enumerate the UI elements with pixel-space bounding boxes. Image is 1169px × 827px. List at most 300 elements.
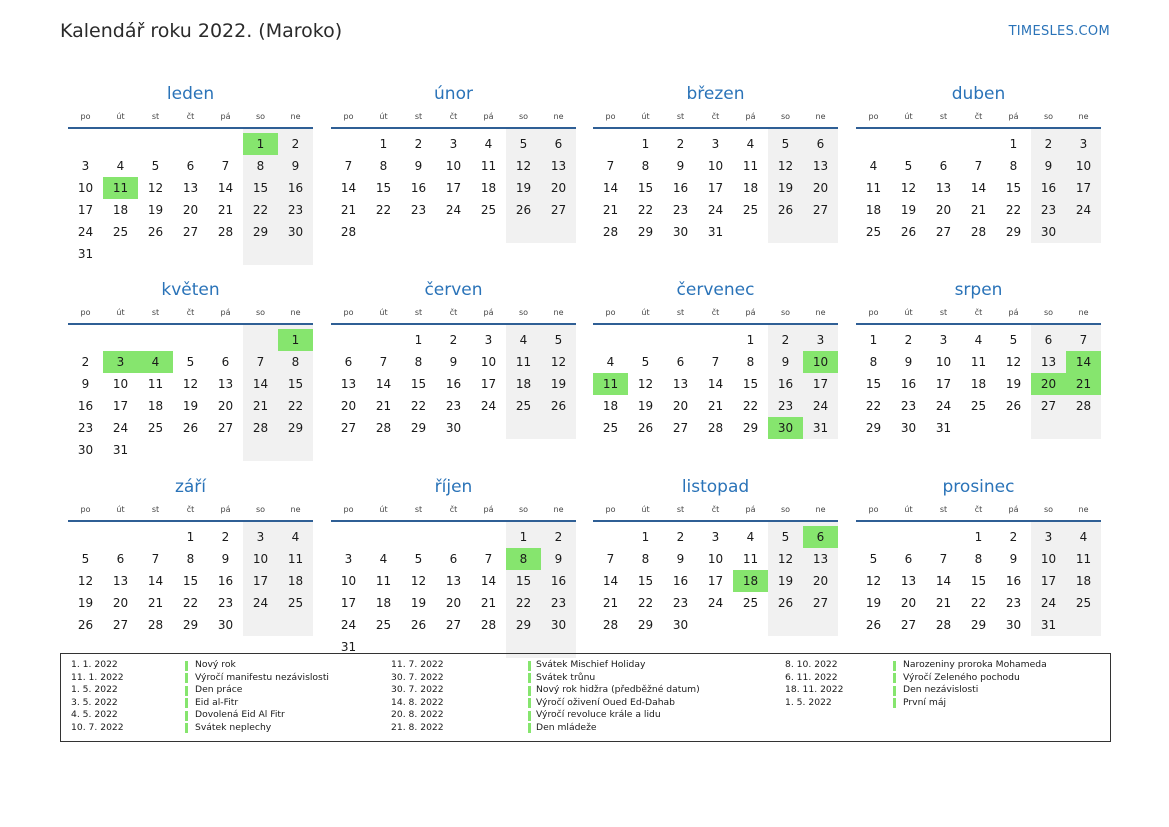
- calendar-day: 31: [340, 640, 357, 654]
- legend-name: Svátek neplechy: [195, 721, 272, 733]
- calendar-day: 25: [375, 618, 392, 632]
- legend-name: Den nezávislosti: [903, 684, 979, 696]
- calendar-day: 14: [375, 377, 392, 391]
- weekday-label: čt: [711, 505, 720, 514]
- calendar-day: 22: [515, 596, 532, 610]
- calendar-day: 9: [904, 355, 913, 369]
- calendar-day: 9: [676, 552, 685, 566]
- weekday-label: po: [343, 308, 354, 317]
- weekday-label: út: [379, 505, 388, 514]
- calendar-day: 17: [340, 596, 357, 610]
- calendar-day: 21: [217, 203, 234, 217]
- calendar-day: 13: [812, 552, 829, 566]
- holiday-legend: [60, 653, 1111, 742]
- holiday-day: 18: [733, 570, 768, 592]
- calendar-day: 13: [112, 574, 129, 588]
- calendar-day: 16: [672, 181, 689, 195]
- weekday-label: čt: [186, 308, 195, 317]
- calendar-day: 22: [865, 399, 882, 413]
- calendar-day: 21: [602, 203, 619, 217]
- calendar-day: 14: [340, 181, 357, 195]
- calendar-day: 30: [217, 618, 234, 632]
- calendar-day: 4: [746, 530, 755, 544]
- calendar-day: 3: [711, 530, 720, 544]
- legend-date: 8. 10. 2022: [785, 659, 838, 670]
- calendar-day: 23: [1005, 596, 1022, 610]
- weekday-label: so: [518, 112, 529, 121]
- calendar-day: 28: [1075, 399, 1092, 413]
- weekday-label: út: [641, 505, 650, 514]
- weekday-label: so: [255, 112, 266, 121]
- calendar-day: 11: [147, 377, 164, 391]
- holiday-day: 8: [506, 548, 541, 570]
- calendar-day: 11: [515, 355, 532, 369]
- holiday-marker-icon: [893, 673, 896, 683]
- calendar-day: 24: [1040, 596, 1057, 610]
- legend-item: [391, 684, 701, 697]
- weekday-label: po: [605, 308, 616, 317]
- calendar-day: 17: [252, 574, 269, 588]
- legend-date: 30. 7. 2022: [391, 684, 444, 696]
- calendar-day: 11: [970, 355, 987, 369]
- calendar-day: 29: [182, 618, 199, 632]
- calendar-day: 7: [484, 552, 493, 566]
- calendar-day: 9: [291, 159, 300, 173]
- calendar-day: 15: [637, 181, 654, 195]
- brand-link[interactable]: TIMESLES.COM: [1008, 24, 1110, 39]
- calendar-day: 18: [147, 399, 164, 413]
- calendar-day: 13: [445, 574, 462, 588]
- calendar-day: 26: [550, 399, 567, 413]
- calendar-day: 18: [112, 203, 129, 217]
- calendar-day: 18: [970, 377, 987, 391]
- calendar-day: 13: [217, 377, 234, 391]
- calendar-day: 27: [445, 618, 462, 632]
- weekday-label: pá: [1008, 308, 1019, 317]
- calendar-day: 10: [707, 159, 724, 173]
- holiday-day: 3: [103, 351, 138, 373]
- weekday-header: [593, 308, 838, 320]
- calendar-day: 13: [182, 181, 199, 195]
- weekday-label: pá: [220, 505, 231, 514]
- calendar-day: 16: [217, 574, 234, 588]
- weekday-label: so: [780, 505, 791, 514]
- calendar-day: 28: [147, 618, 164, 632]
- calendar-day: 2: [676, 137, 685, 151]
- calendar-day: 8: [379, 159, 388, 173]
- weekday-label: čt: [449, 112, 458, 121]
- legend-item: [391, 697, 701, 710]
- calendar-day: 17: [480, 377, 497, 391]
- calendar-day: 7: [221, 159, 230, 173]
- holiday-marker-icon: [185, 686, 188, 696]
- weekday-label: út: [641, 308, 650, 317]
- calendar-day: 26: [900, 225, 917, 239]
- month-name: září: [174, 477, 207, 497]
- legend-item: [391, 722, 701, 735]
- calendar-day: 14: [970, 181, 987, 195]
- calendar-day: 11: [375, 574, 392, 588]
- calendar-day: 29: [865, 421, 882, 435]
- calendar-day: 9: [221, 552, 230, 566]
- calendar-day: 7: [256, 355, 265, 369]
- calendar-day: 16: [1040, 181, 1057, 195]
- calendar-day: 28: [340, 225, 357, 239]
- weekday-label: st: [414, 112, 423, 121]
- weekday-label: po: [605, 112, 616, 121]
- calendar-day: 1: [974, 530, 983, 544]
- calendar-day: 13: [1040, 355, 1057, 369]
- holiday-marker-icon: [528, 723, 531, 733]
- weekday-label: ne: [553, 505, 564, 514]
- calendar-day: 20: [672, 399, 689, 413]
- weekday-label: so: [1043, 308, 1054, 317]
- calendar-day: 23: [410, 203, 427, 217]
- legend-name: První máj: [903, 696, 947, 708]
- weekday-label: ne: [815, 505, 826, 514]
- calendar-day: 2: [81, 355, 90, 369]
- calendar-day: 4: [1079, 530, 1088, 544]
- legend-item: [71, 659, 381, 672]
- legend-date: 30. 7. 2022: [391, 671, 444, 683]
- calendar-day: 10: [112, 377, 129, 391]
- weekday-label: ne: [290, 308, 301, 317]
- weekday-label: pá: [745, 308, 756, 317]
- calendar-day: 17: [935, 377, 952, 391]
- holiday-marker-icon: [893, 686, 896, 696]
- calendar-day: 3: [449, 137, 458, 151]
- calendar-day: 14: [602, 574, 619, 588]
- weekday-label: so: [255, 505, 266, 514]
- calendar-day: 8: [186, 552, 195, 566]
- calendar-day: 19: [777, 574, 794, 588]
- calendar-day: 19: [1005, 377, 1022, 391]
- legend-date: 11. 7. 2022: [391, 659, 444, 670]
- holiday-marker-icon: [528, 686, 531, 696]
- holiday-day: 20: [1031, 373, 1066, 395]
- calendar-day: 6: [904, 552, 913, 566]
- weekday-header: [331, 308, 576, 320]
- legend-column: [785, 659, 1095, 709]
- legend-item: [785, 697, 1095, 710]
- legend-column: [391, 659, 701, 735]
- weekday-label: po: [80, 308, 91, 317]
- calendar-day: 15: [182, 574, 199, 588]
- weekday-label: út: [904, 505, 913, 514]
- calendar-day: 7: [379, 355, 388, 369]
- calendar-day: 19: [182, 399, 199, 413]
- calendar-day: 5: [81, 552, 90, 566]
- holiday-day: 6: [803, 526, 838, 548]
- calendar-day: 21: [147, 596, 164, 610]
- calendar-day: 22: [410, 399, 427, 413]
- weekday-label: po: [605, 505, 616, 514]
- legend-item: [71, 697, 381, 710]
- calendar-day: 10: [77, 181, 94, 195]
- calendar-day: 22: [637, 596, 654, 610]
- calendar-day: 28: [602, 225, 619, 239]
- calendar-day: 25: [865, 225, 882, 239]
- calendar-day: 24: [112, 421, 129, 435]
- calendar-day: 8: [869, 355, 878, 369]
- month-name: březen: [686, 84, 745, 104]
- legend-date: 3. 5. 2022: [71, 696, 118, 708]
- calendar-day: 4: [116, 159, 125, 173]
- calendar-day: 5: [1009, 333, 1018, 347]
- weekday-label: pá: [483, 112, 494, 121]
- calendar-day: 30: [77, 443, 94, 457]
- calendar-day: 12: [900, 181, 917, 195]
- month-name: říjen: [434, 477, 473, 497]
- legend-date: 11. 1. 2022: [71, 671, 124, 683]
- weekday-label: st: [151, 112, 160, 121]
- calendar-day: 2: [554, 530, 563, 544]
- calendar-day: 6: [344, 355, 353, 369]
- legend-item: [785, 684, 1095, 697]
- page-title: Kalendář roku 2022. (Maroko): [60, 20, 343, 42]
- calendar-day: 20: [445, 596, 462, 610]
- calendar-day: 17: [1040, 574, 1057, 588]
- legend-name: Výročí oživení Oued Ed-Dahab: [536, 696, 675, 708]
- weekday-label: po: [343, 112, 354, 121]
- legend-name: Výročí manifestu nezávislosti: [195, 671, 329, 683]
- calendar-day: 15: [742, 377, 759, 391]
- calendar-day: 15: [515, 574, 532, 588]
- legend-item: [391, 709, 701, 722]
- calendar-day: 29: [287, 421, 304, 435]
- calendar-day: 25: [742, 203, 759, 217]
- calendar-day: 8: [974, 552, 983, 566]
- calendar-day: 31: [707, 225, 724, 239]
- calendar-day: 27: [1040, 399, 1057, 413]
- weekday-label: čt: [974, 505, 983, 514]
- weekday-label: st: [414, 505, 423, 514]
- legend-item: [71, 684, 381, 697]
- calendar-day: 10: [1075, 159, 1092, 173]
- calendar-day: 3: [81, 159, 90, 173]
- calendar-day: 22: [375, 203, 392, 217]
- calendar-day: 18: [742, 181, 759, 195]
- calendar-day: 28: [375, 421, 392, 435]
- calendar-day: 7: [711, 355, 720, 369]
- calendar-day: 11: [287, 552, 304, 566]
- calendar-day: 11: [742, 552, 759, 566]
- calendar-day: 17: [812, 377, 829, 391]
- calendar-day: 28: [707, 421, 724, 435]
- calendar-day: 7: [344, 159, 353, 173]
- calendar-day: 22: [742, 399, 759, 413]
- calendar-day: 26: [515, 203, 532, 217]
- calendar-day: 2: [1044, 137, 1053, 151]
- weekday-label: pá: [220, 308, 231, 317]
- calendar-day: 20: [550, 181, 567, 195]
- calendar-day: 1: [519, 530, 528, 544]
- holiday-marker-icon: [528, 711, 531, 721]
- holiday-marker-icon: [528, 698, 531, 708]
- calendar-day: 26: [77, 618, 94, 632]
- calendar-day: 2: [676, 530, 685, 544]
- calendar-day: 29: [970, 618, 987, 632]
- calendar-day: 5: [151, 159, 160, 173]
- holiday-day: 11: [593, 373, 628, 395]
- calendar-day: 29: [637, 225, 654, 239]
- calendar-day: 27: [812, 596, 829, 610]
- calendar-day: 15: [865, 377, 882, 391]
- holiday-marker-icon: [185, 711, 188, 721]
- calendar-day: 8: [256, 159, 265, 173]
- calendar-day: 21: [707, 399, 724, 413]
- holiday-marker-icon: [893, 698, 896, 708]
- calendar-day: 5: [781, 137, 790, 151]
- weekday-label: so: [780, 112, 791, 121]
- calendar-day: 14: [217, 181, 234, 195]
- calendar-day: 21: [480, 596, 497, 610]
- calendar-day: 3: [816, 333, 825, 347]
- calendar-day: 25: [1075, 596, 1092, 610]
- calendar-day: 19: [410, 596, 427, 610]
- weekday-label: út: [116, 505, 125, 514]
- legend-date: 6. 11. 2022: [785, 671, 838, 683]
- calendar-day: 25: [480, 203, 497, 217]
- calendar-day: 16: [1005, 574, 1022, 588]
- calendar-day: 4: [869, 159, 878, 173]
- calendar-day: 12: [550, 355, 567, 369]
- holiday-marker-icon: [185, 673, 188, 683]
- calendar-day: 19: [865, 596, 882, 610]
- month-name: květen: [161, 280, 220, 300]
- weekday-label: st: [151, 308, 160, 317]
- weekday-label: st: [939, 308, 948, 317]
- calendar-day: 19: [77, 596, 94, 610]
- calendar-day: 16: [287, 181, 304, 195]
- weekday-label: pá: [745, 505, 756, 514]
- calendar-day: 18: [865, 203, 882, 217]
- holiday-day: 10: [803, 351, 838, 373]
- weekday-label: út: [904, 112, 913, 121]
- calendar-day: 17: [1075, 181, 1092, 195]
- calendar-day: 18: [1075, 574, 1092, 588]
- calendar-day: 15: [970, 574, 987, 588]
- calendar-day: 9: [676, 159, 685, 173]
- legend-name: Den mládeže: [536, 721, 597, 733]
- holiday-day: 30: [768, 417, 803, 439]
- calendar-day: 30: [900, 421, 917, 435]
- calendar-day: 22: [970, 596, 987, 610]
- calendar-day: 17: [445, 181, 462, 195]
- calendar-day: 9: [554, 552, 563, 566]
- weekday-header: [68, 308, 313, 320]
- calendar-day: 1: [641, 530, 650, 544]
- calendar-day: 12: [1005, 355, 1022, 369]
- legend-date: 4. 5. 2022: [71, 709, 118, 721]
- calendar-day: 18: [480, 181, 497, 195]
- calendar-day: 9: [1009, 552, 1018, 566]
- calendar-day: 20: [812, 574, 829, 588]
- calendar-day: 17: [707, 574, 724, 588]
- calendar-day: 12: [515, 159, 532, 173]
- calendar-day: 27: [935, 225, 952, 239]
- calendar-day: 6: [449, 552, 458, 566]
- holiday-day: 4: [138, 351, 173, 373]
- calendar-day: 23: [550, 596, 567, 610]
- legend-name: Nový rok: [195, 659, 236, 670]
- holiday-marker-icon: [185, 698, 188, 708]
- calendar-day: 2: [221, 530, 230, 544]
- calendar-day: 5: [554, 333, 563, 347]
- calendar-day: 4: [484, 137, 493, 151]
- calendar-day: 24: [252, 596, 269, 610]
- calendar-day: 10: [935, 355, 952, 369]
- calendar-day: 29: [252, 225, 269, 239]
- calendar-day: 31: [935, 421, 952, 435]
- calendar-day: 4: [291, 530, 300, 544]
- weekday-label: so: [780, 308, 791, 317]
- calendar-day: 27: [182, 225, 199, 239]
- weekday-label: so: [518, 308, 529, 317]
- legend-date: 10. 7. 2022: [71, 721, 124, 733]
- legend-item: [71, 672, 381, 685]
- calendar-day: 7: [1079, 333, 1088, 347]
- calendar-day: 27: [550, 203, 567, 217]
- weekday-label: st: [414, 308, 423, 317]
- calendar-day: 28: [602, 618, 619, 632]
- calendar-day: 6: [554, 137, 563, 151]
- calendar-day: 26: [777, 203, 794, 217]
- weekday-label: so: [255, 308, 266, 317]
- calendar-day: 9: [781, 355, 790, 369]
- calendar-day: 6: [116, 552, 125, 566]
- calendar-day: 13: [340, 377, 357, 391]
- calendar-day: 15: [375, 181, 392, 195]
- calendar-day: 13: [935, 181, 952, 195]
- weekday-label: st: [676, 308, 685, 317]
- calendar-day: 19: [515, 181, 532, 195]
- calendar-day: 5: [641, 355, 650, 369]
- calendar-day: 6: [816, 137, 825, 151]
- calendar-day: 25: [602, 421, 619, 435]
- weekday-label: čt: [711, 308, 720, 317]
- calendar-day: 25: [970, 399, 987, 413]
- calendar-day: 20: [217, 399, 234, 413]
- calendar-day: 2: [291, 137, 300, 151]
- calendar-day: 5: [519, 137, 528, 151]
- calendar-day: 23: [445, 399, 462, 413]
- weekday-label: pá: [220, 112, 231, 121]
- calendar-day: 28: [252, 421, 269, 435]
- calendar-day: 29: [515, 618, 532, 632]
- calendar-day: 21: [602, 596, 619, 610]
- calendar-day: 30: [445, 421, 462, 435]
- calendar-day: 30: [550, 618, 567, 632]
- calendar-day: 9: [449, 355, 458, 369]
- month-name: prosinec: [942, 477, 1015, 497]
- calendar-day: 2: [414, 137, 423, 151]
- calendar-day: 10: [445, 159, 462, 173]
- legend-date: 20. 8. 2022: [391, 709, 444, 721]
- calendar-day: 28: [935, 618, 952, 632]
- calendar-day: 21: [935, 596, 952, 610]
- holiday-marker-icon: [893, 661, 896, 671]
- calendar-day: 17: [77, 203, 94, 217]
- calendar-day: 21: [375, 399, 392, 413]
- calendar-day: 8: [641, 552, 650, 566]
- calendar-day: 8: [414, 355, 423, 369]
- calendar-day: 23: [672, 203, 689, 217]
- calendar-day: 26: [147, 225, 164, 239]
- calendar-day: 9: [81, 377, 90, 391]
- calendar-day: 10: [252, 552, 269, 566]
- legend-name: Výročí Zeleného pochodu: [903, 671, 1020, 683]
